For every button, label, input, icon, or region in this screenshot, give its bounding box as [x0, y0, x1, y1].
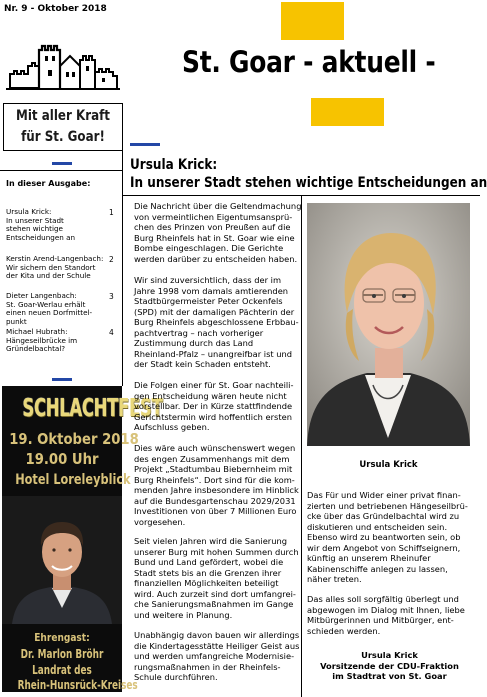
text-line: abgewogen im Dialog mit Ihnen, liebe — [307, 604, 465, 615]
text-line: der Stadt kein Schaden entsteht. — [134, 359, 271, 370]
sidebar-divider — [122, 150, 123, 386]
signature-name: Ursula Krick — [361, 650, 418, 660]
yellow-accent-block — [281, 2, 344, 40]
yellow-accent-block — [311, 98, 384, 126]
text-line: wir dem Angebot von Schiffseignern, — [307, 542, 461, 553]
text-line: Jahre 1998 vom damals amtierenden — [134, 285, 289, 296]
toc-line: Kerstin Arend-Langenbach: — [6, 254, 104, 263]
toc-page-number: 2 — [109, 255, 114, 264]
ad-guest-name: Dr. Marlon Bröhr — [20, 647, 104, 661]
toc-line: Ursula Krick: — [6, 207, 52, 216]
text-line: menden Jahre insbesondere im Hinblick — [134, 485, 299, 496]
text-line: Burg Rheinfels hat in St. Goar wie eine — [134, 232, 295, 243]
ad-event-title: SCHLACHTFEST — [22, 393, 163, 422]
toc-line: punkt — [6, 316, 27, 326]
slogan-line: Mit aller Kraft — [16, 108, 110, 124]
toc-line: Gründelbachtal? — [6, 344, 66, 354]
article-paragraph — [134, 536, 302, 620]
text-line: gen Entscheidung wären heute nicht — [134, 390, 287, 401]
toc-line: Hängeseilbrücke im — [6, 335, 78, 345]
text-line: künftig an unserem Rheinufer — [307, 553, 431, 564]
text-line: Projekt „Stadtumbau Biebernheim mit — [134, 464, 293, 475]
article-paragraph — [307, 490, 472, 585]
toc-line: stehen wichtige — [6, 224, 63, 234]
ad-venue: Hotel Loreleyblick — [15, 472, 131, 488]
text-line: zierten und betriebenen Hängeseilbrü- — [307, 500, 468, 511]
newsletter-title: St. Goar - aktuell - — [182, 45, 436, 79]
toc-divider — [0, 170, 122, 171]
slogan-line: für St. Goar! — [21, 129, 105, 145]
toc-line: St. Goar-Werlau erhält — [6, 299, 86, 309]
ad-guest-role: Rhein-Hunsrück-Kreises — [17, 678, 138, 692]
text-line: Stadt stets bis an die Grenzen ihrer — [134, 567, 282, 578]
ad-time: 19.00 Uhr — [25, 450, 99, 468]
blue-accent-line — [52, 378, 72, 381]
text-line: che Sanierungsmaßnahmen im Gange — [134, 599, 294, 610]
text-line: schieden werden. — [307, 625, 381, 636]
article-paragraph — [134, 380, 302, 433]
text-line: Die Folgen einer für St. Goar nachteili- — [134, 380, 294, 390]
toc-title: In dieser Ausgabe: — [6, 179, 91, 188]
author-portrait-photo — [307, 203, 470, 446]
toc-page-number: 1 — [109, 208, 114, 217]
toc-page-number: 3 — [109, 292, 114, 301]
ad-guest-label: Ehrengast: — [34, 632, 90, 644]
article-paragraph — [134, 443, 302, 527]
text-line: Gerichtstermin wird hoffentlich ersten — [134, 411, 293, 422]
text-line: und weitere in Planung. — [134, 609, 233, 620]
text-line: Das alles soll sorgfältig überlegt und — [307, 594, 459, 604]
text-line: chen des Prinzen von Preußen auf die — [134, 222, 291, 233]
toc-entry[interactable] — [6, 208, 104, 242]
guest-portrait-photo — [2, 496, 122, 624]
toc-line: In unserer Stadt — [6, 215, 64, 225]
text-line: Stadtbürgermeister Peter Ockenfels — [134, 296, 283, 307]
castle-silhouette-icon — [4, 36, 122, 96]
text-line: Kabinenschiffe anlegen zu lassen, — [307, 563, 448, 574]
article-paragraph — [307, 594, 472, 636]
toc-entry[interactable] — [6, 255, 104, 281]
text-line: die Kindertagesstätte Heiliger Geist aus — [134, 640, 300, 651]
text-line: auf die Bundesgartenschau 2029/2031 — [134, 495, 296, 506]
blue-accent-line — [52, 162, 72, 165]
text-line: Schule durchführen. — [134, 672, 218, 683]
text-line: Das Für und Wider einer privat finan- — [307, 490, 461, 500]
text-line: Zustimmung durch das Land — [134, 338, 254, 349]
text-line: rungsmaßnahmen in der Rheinfels- — [134, 661, 281, 672]
toc-line: Wir sichern den Standort — [6, 262, 96, 272]
text-line: Unabhängig davon bauen wir allerdings — [134, 630, 300, 640]
text-line: cke über das Gründelbachtal wird zu — [307, 511, 460, 522]
text-line: (SPD) mit der damaligen Pächterin der — [134, 306, 295, 317]
article-headline: In unserer Stadt stehen wichtige Entscheidungen an — [130, 175, 487, 191]
text-line: vorstellbar. Der in Kürze stattfindende — [134, 401, 293, 412]
text-line: Seit vielen Jahren wird die Sanierung — [134, 536, 287, 546]
article-paragraph — [134, 201, 302, 264]
text-line: Rheinland-Pfalz – unangreifbar ist und — [134, 348, 293, 359]
text-line: werden darüber zu entscheiden haben. — [134, 253, 298, 264]
text-line: finanziellen Möglichkeiten beteiligt — [134, 578, 279, 589]
signature-role: im Stadtrat von St. Goar — [332, 671, 447, 681]
text-line: vorgesehen. — [134, 516, 186, 527]
text-line: Bombe eingeschlagen. Die Gerichte — [134, 243, 284, 254]
slogan-box — [3, 103, 123, 151]
article-paragraph — [134, 630, 302, 683]
text-line: Wir sind zuversichtlich, dass der im — [134, 275, 282, 285]
text-line: Mitbürgerinnen und Mitbürger, ent- — [307, 615, 454, 626]
text-line: unserer Burg mit hohen Summen durch — [134, 546, 299, 557]
toc-line: Michael Hubrath: — [6, 327, 68, 336]
text-line: und werden umfangreiche Modernisie- — [134, 651, 295, 662]
signature-role: Vorsitzende der CDU-Fraktion — [320, 660, 459, 671]
article-paragraph — [134, 275, 302, 370]
toc-entry[interactable] — [6, 292, 104, 326]
toc-line: Entscheidungen an — [6, 232, 76, 242]
article-author-heading: Ursula Krick: — [130, 157, 218, 173]
text-line: diskutieren und entscheiden sein. — [307, 521, 448, 532]
toc-line: einen neuen Dorfmittel- — [6, 308, 93, 318]
toc-entry[interactable] — [6, 328, 104, 354]
text-line: Burg Rheinfels“. Dort sind für die kom- — [134, 474, 295, 485]
text-line: Ebenso wird zu beantworten sein, ob — [307, 532, 461, 543]
toc-page-number: 4 — [109, 328, 114, 337]
ad-date: 19. Oktober 2018 — [9, 430, 139, 448]
toc-line: Dieter Langenbach: — [6, 291, 77, 300]
text-line: Bund und Land gefördert, wobei die — [134, 557, 284, 568]
text-line: wird. Auch zurzeit sind dort umfangrei- — [134, 588, 296, 599]
text-line: näher treten. — [307, 574, 362, 585]
text-line: Aufschluss geben. — [134, 422, 210, 433]
text-line: Investitionen von über 7 Millionen Euro — [134, 506, 297, 517]
toc-line: der Kita und der Schule — [6, 271, 91, 281]
text-line: Burg Rheinfels abgeschlossene Erbbau- — [134, 317, 299, 328]
text-line: pachtvertrag – nach vorheriger — [134, 327, 264, 338]
text-line: des engen Zusammenhangs mit dem — [134, 453, 290, 464]
ad-guest-role: Landrat des — [32, 663, 92, 677]
text-line: Die Nachricht über die Geltendmachung — [134, 201, 302, 211]
text-line: Dies wäre auch wünschenswert wegen — [134, 443, 296, 453]
photo-caption: Ursula Krick — [359, 460, 418, 470]
article-signature — [307, 650, 472, 682]
issue-number: Nr. 9 - Oktober 2018 — [4, 4, 107, 14]
blue-accent-line — [130, 143, 160, 146]
text-line: von vermeintlichen Eigentumsansprü- — [134, 211, 293, 222]
